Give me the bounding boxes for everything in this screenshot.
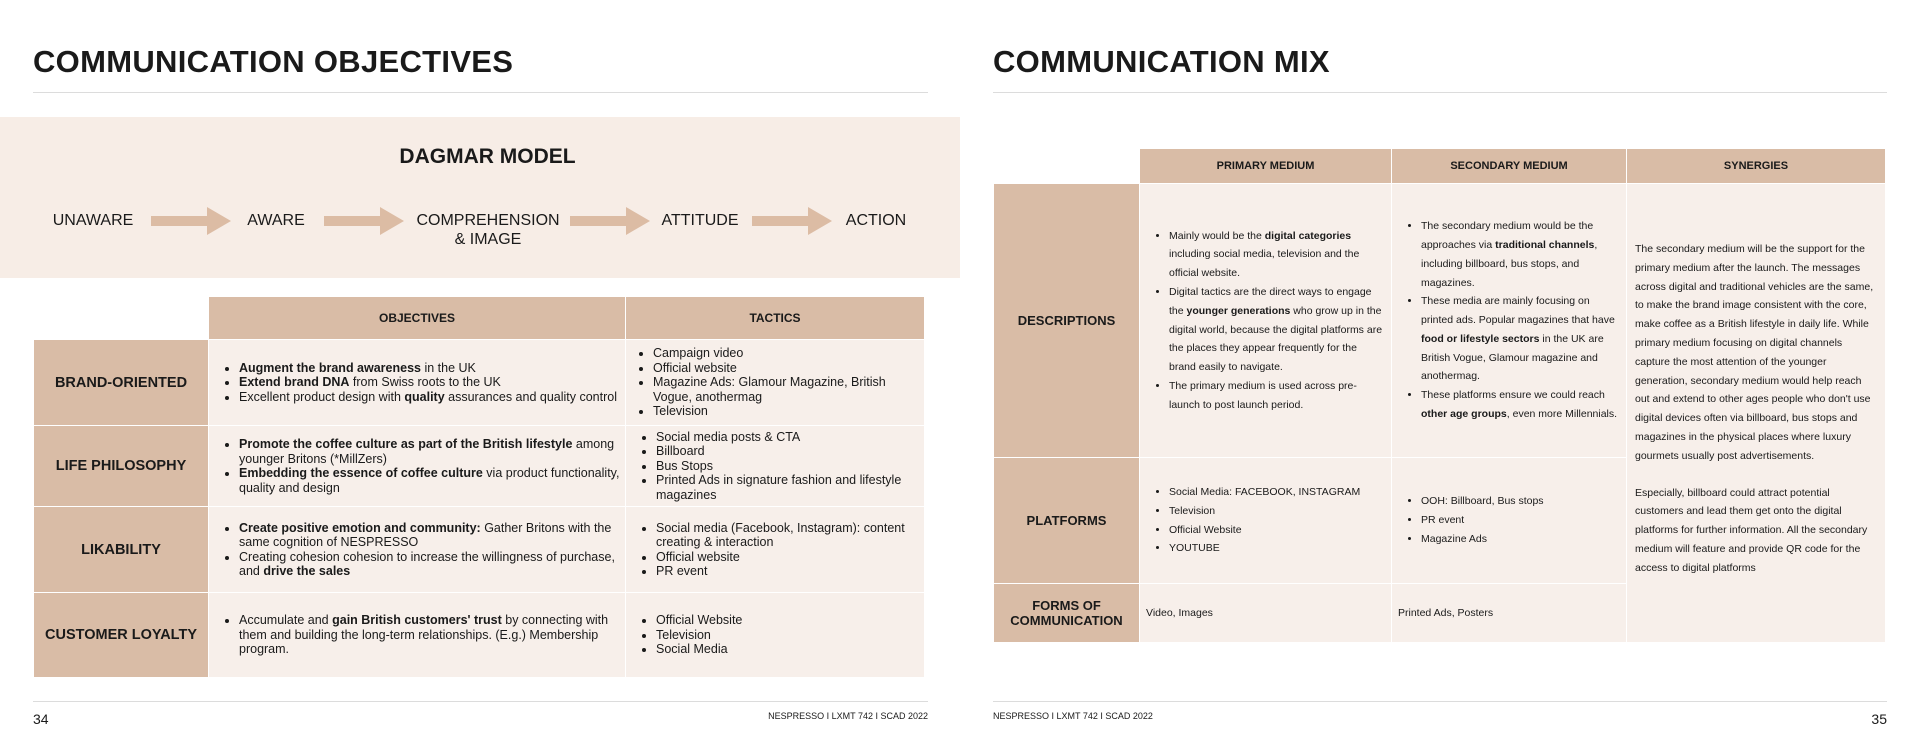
list-item: • Promote the coffee culture as part of the British lifestyle among younger Britons (*MillZers) — [239, 437, 625, 466]
page-title: COMMUNICATION MIX — [993, 44, 1330, 79]
list-item: • The primary medium is used across pre-launch to post launch period. — [1169, 377, 1385, 415]
list-item: • These media are mainly focusing on printed ads. Popular magazines that have food or lifestyle sectors in the UK are British Vogue, Glamour magazine and anothermag. — [1421, 292, 1622, 386]
col-header-primary: PRIMARY MEDIUM — [1140, 149, 1391, 183]
row-label-forms-line2: COMMUNICATION — [1010, 613, 1123, 628]
stage-comprehension-line1: COMPREHENSION — [416, 212, 560, 229]
list-item: • Television — [656, 628, 924, 643]
page-title: COMMUNICATION OBJECTIVES — [33, 44, 514, 79]
list-item: • Official Website — [656, 613, 924, 628]
list-item: • Official Website — [1169, 521, 1391, 540]
footer-divider — [33, 701, 928, 702]
list-item: • Billboard — [656, 444, 924, 459]
table-row — [34, 593, 924, 677]
synergies-paragraph: Especially, billboard could attract potential customers and lead them get onto the digital platforms for further information. All the secondary medium will feature and provide QR code for the access to digital platforms — [1635, 486, 1868, 574]
row-label: LIFE PHILOSOPHY — [34, 426, 208, 506]
list-item: • Extend brand DNA from Swiss roots to the UK — [239, 375, 625, 390]
tactics-cell — [626, 426, 924, 506]
secondary-forms-cell: Printed Ads, Posters — [1392, 584, 1626, 642]
footer-text: NESPRESSO I LXMT 742 I SCAD 2022 — [768, 711, 928, 721]
footer-text: NESPRESSO I LXMT 742 I SCAD 2022 — [993, 711, 1153, 721]
list-item: • Social Media — [656, 642, 924, 657]
row-label: CUSTOMER LOYALTY — [34, 593, 208, 677]
page-number: 35 — [1871, 711, 1887, 727]
table-row — [34, 507, 924, 592]
list-item: • YOUTUBE — [1169, 539, 1391, 558]
list-item: • Official website — [656, 550, 924, 565]
corner-blank — [34, 297, 208, 339]
list-item: • Social media (Facebook, Instagram): content creating & interaction — [656, 521, 924, 550]
stage-aware: AWARE — [247, 212, 305, 229]
synergies-cell — [1627, 184, 1885, 642]
col-header-secondary: SECONDARY MEDIUM — [1392, 149, 1626, 183]
list-item: • Official website — [653, 361, 924, 376]
secondary-platforms-cell — [1392, 458, 1626, 583]
primary-descriptions-cell — [1140, 184, 1391, 457]
list-item: • Creating cohesion cohesion to increase the willingness of purchase, and drive the sales — [239, 550, 625, 579]
table-row — [994, 184, 1885, 457]
list-item: • Social Media: FACEBOOK, INSTAGRAM — [1169, 483, 1391, 502]
list-item: • Magazine Ads — [1421, 530, 1626, 549]
row-label: BRAND-ORIENTED — [34, 340, 208, 425]
list-item: • Excellent product design with quality assurances and quality control — [239, 390, 625, 405]
tactics-cell — [626, 340, 924, 425]
col-header-objectives: OBJECTIVES — [209, 297, 625, 339]
tactics-cell — [626, 507, 924, 592]
row-label: LIKABILITY — [34, 507, 208, 592]
list-item: • Television — [1169, 502, 1391, 521]
stage-comprehension — [412, 211, 564, 249]
list-item: • Bus Stops — [656, 459, 924, 474]
row-label-forms — [994, 584, 1139, 642]
list-item: • Embedding the essence of coffee culture via product functionality, quality and design — [239, 466, 625, 495]
objectives-cell — [209, 426, 625, 506]
primary-forms-cell: Video, Images — [1140, 584, 1391, 642]
corner-blank — [994, 149, 1139, 183]
list-item: • Create positive emotion and community: Gather Britons with the same cognition of NESPRESSO — [239, 521, 625, 550]
stage-comprehension-line2: & IMAGE — [454, 231, 522, 248]
stage-attitude: ATTITUDE — [661, 212, 739, 229]
page-number: 34 — [33, 711, 49, 727]
col-header-tactics: TACTICS — [626, 297, 924, 339]
list-item: • PR event — [1421, 511, 1626, 530]
title-divider — [33, 92, 928, 93]
footer-divider — [993, 701, 1887, 702]
list-item: • PR event — [656, 564, 924, 579]
list-item: • Digital tactics are the direct ways to engage the younger generations who grow up in the digital world, because the digital platforms are the places they appear frequently for the brand easily to navigate. — [1169, 283, 1385, 377]
objectives-cell — [209, 507, 625, 592]
list-item: • Printed Ads in signature fashion and lifestyle magazines — [656, 473, 924, 502]
arrow-right-icon — [570, 207, 650, 235]
objectives-table — [33, 296, 925, 678]
communication-mix-table — [993, 148, 1886, 643]
row-label-platforms: PLATFORMS — [994, 458, 1139, 583]
table-row — [34, 340, 924, 425]
title-divider — [993, 92, 1887, 93]
arrow-right-icon — [324, 207, 404, 235]
arrow-right-icon — [151, 207, 231, 235]
secondary-descriptions-cell — [1392, 184, 1626, 457]
objectives-cell — [209, 340, 625, 425]
dagmar-title: DAGMAR MODEL — [399, 145, 576, 168]
objectives-cell — [209, 593, 625, 677]
list-item: • Augment the brand awareness in the UK — [239, 361, 625, 376]
list-item: • Accumulate and gain British customers' trust by connecting with them and building the long-term relationships. (E.g.) Membership program. — [239, 613, 625, 657]
list-item: • Mainly would be the digital categories including social media, television and the official website. — [1169, 227, 1385, 283]
stage-unaware: UNAWARE — [52, 212, 134, 229]
row-label-descriptions: DESCRIPTIONS — [994, 184, 1139, 457]
list-item: • These platforms ensure we could reach other age groups, even more Millennials. — [1421, 386, 1622, 424]
primary-platforms-cell — [1140, 458, 1391, 583]
list-item: • Magazine Ads: Glamour Magazine, British Vogue, anothermag — [653, 375, 924, 404]
table-row — [34, 426, 924, 506]
stage-action: ACTION — [845, 212, 907, 229]
list-item: • The secondary medium would be the approaches via traditional channels, including billboard, bus stops, and magazines. — [1421, 217, 1622, 292]
arrow-right-icon — [752, 207, 832, 235]
row-label-forms-line1: FORMS OF — [1032, 598, 1101, 613]
list-item: • Television — [653, 404, 924, 419]
list-item: • OOH: Billboard, Bus stops — [1421, 492, 1626, 511]
col-header-synergies: SYNERGIES — [1627, 149, 1885, 183]
list-item: • Social media posts & CTA — [656, 430, 924, 445]
list-item: • Campaign video — [653, 346, 924, 361]
synergies-paragraph: The secondary medium will be the support for the primary medium after the launch. The messages across digital and traditional vehicles are the same, to make the brand image consistent with the core, make coffee as a British lifestyle in daily life. While primary medium focusing on digital channels capture the most attention of the younger generation, secondary medium would help reach out and extend to other ages people who don't use digital devices often via billboard, bus stops and magazines in the physical places where luxury gourmets usually post advertisements. — [1635, 243, 1874, 462]
dagmar-band — [0, 117, 960, 278]
tactics-cell — [626, 593, 924, 677]
